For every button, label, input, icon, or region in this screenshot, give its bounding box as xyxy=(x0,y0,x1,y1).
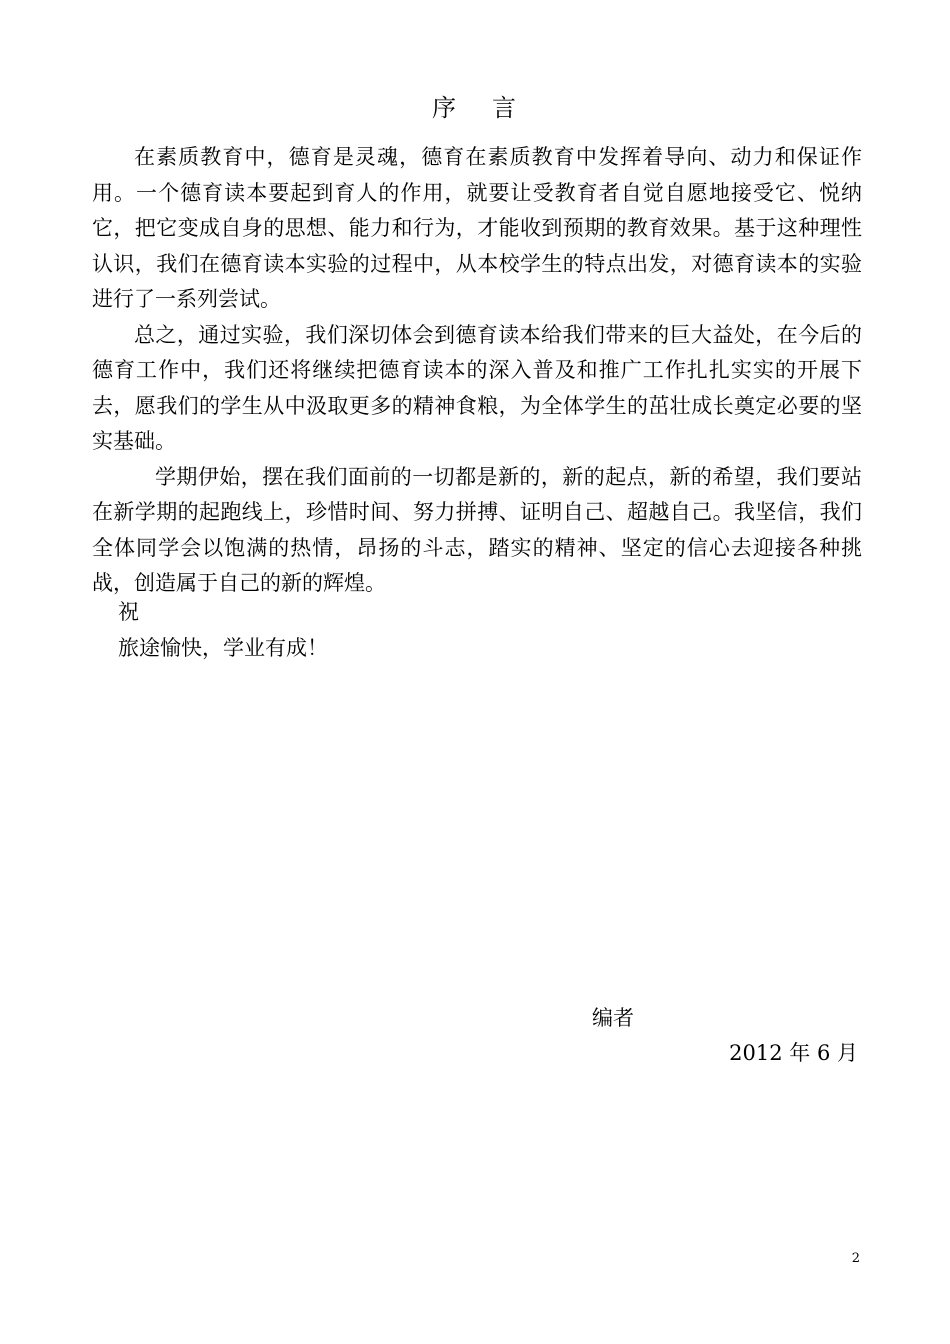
editor-signature: 编者 xyxy=(592,1006,634,1030)
date-line: 2012 年 6 月 xyxy=(729,1041,858,1065)
title-char-right: 言 xyxy=(492,94,518,122)
page-number: 2 xyxy=(851,1251,860,1266)
wish-line: 旅途愉快，学业有成！ xyxy=(118,636,328,660)
title-char-left: 序 xyxy=(432,94,458,122)
preface-body xyxy=(92,140,862,602)
paragraph-1: 在素质教育中，德育是灵魂，德育在素质教育中发挥着导向、动力和保证作用。一个德育读本要起到育人的作用，就要让受教育者自觉自愿地接受它、悦纳它，把它变成自身的思想、能力和行为，才能收到预期的教育效果。基于这种理性认识，我们在德育读本实验的过程中，从本校学生的特点出发，对德育读本的实验进行了一系列尝试。 xyxy=(92,145,862,311)
page-title xyxy=(0,92,950,124)
salutation: 祝 xyxy=(118,600,139,624)
paragraph-2: 总之，通过实验，我们深切体会到德育读本给我们带来的巨大益处，在今后的德育工作中，我们还将继续把德育读本的深入普及和推广工作扎扎实实的开展下去，愿我们的学生从中汲取更多的精神食粮，为全体学生的茁壮成长奠定必要的坚实基础。 xyxy=(92,322,862,453)
paragraph-3: 学期伊始，摆在我们面前的一切都是新的，新的起点，新的希望，我们要站在新学期的起跑线上，珍惜时间、努力拼搏、证明自己、超越自己。我坚信，我们全体同学会以饱满的热情，昂扬的斗志，踏实的精神、坚定的信心去迎接各种挑战，创造属于自己的新的辉煌。 xyxy=(92,464,862,595)
